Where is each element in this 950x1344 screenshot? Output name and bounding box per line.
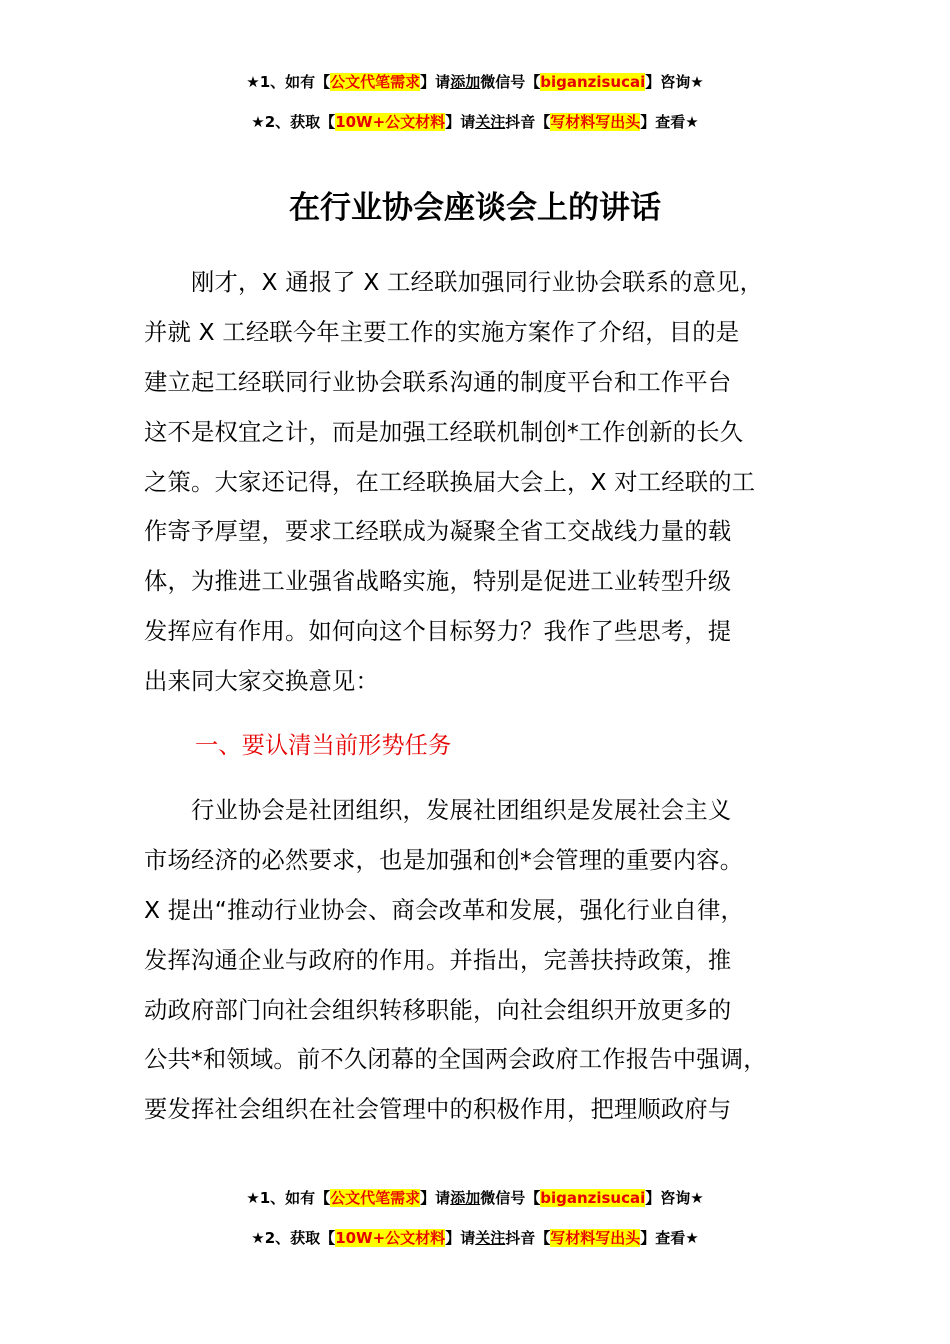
- promo-highlight-materials: 10W+公文材料: [335, 113, 446, 131]
- paragraph-line: 要发挥社会组织在社会管理中的积极作用，把理顺政府与: [144, 1096, 732, 1124]
- promo-highlight-wechat-id: biganzisucai: [540, 73, 646, 91]
- promo-text: 】请: [420, 1189, 451, 1207]
- paragraph-line: 市场经济的必然要求，也是加强和创*会管理的重要内容。: [144, 846, 744, 874]
- promo-highlight-douyin-id: 写材料写出头: [550, 1229, 641, 1247]
- promo-text: 】咨询★: [645, 73, 704, 91]
- paragraph-line: 这不是权宜之计，而是加强工经联机制创*工作创新的长久: [144, 418, 744, 446]
- promo-text: ★1、如有【: [246, 1189, 331, 1207]
- promo-text: 】查看★: [640, 113, 699, 131]
- paragraph-line: 并就 X 工经联今年主要工作的实施方案作了介绍，目的是: [144, 318, 740, 346]
- paragraph-line: 发挥应有作用。如何向这个目标努力？我作了些思考，提: [144, 618, 732, 646]
- promo-highlight-wechat-id: biganzisucai: [540, 1189, 646, 1207]
- promo-underlined-text: 关注: [475, 1229, 506, 1247]
- paragraph-line: 体，为推进工业强省战略实施，特别是促进工业转型升级: [144, 568, 732, 596]
- promo-highlight-service: 公文代笔需求: [330, 73, 421, 91]
- paragraph-line: 出来同大家交换意见：: [144, 668, 379, 696]
- promo-underlined-text: 关注: [475, 113, 506, 131]
- promo-highlight-materials: 10W+公文材料: [335, 1229, 446, 1247]
- paragraph-line: 行业协会是社团组织，发展社团组织是发展社会主义: [144, 797, 732, 824]
- paragraph-line: 刚才，X 通报了 X 工经联加强同行业协会联系的意见，: [144, 269, 764, 296]
- promo-text: 】咨询★: [645, 1189, 704, 1207]
- promo-text: 】请: [445, 1229, 476, 1247]
- promo-underlined-text: 添加: [450, 1189, 481, 1207]
- promo-underlined-text: 添加: [450, 73, 481, 91]
- section-heading-1: 一、要认清当前形势任务: [195, 732, 452, 759]
- footer-promo-line-1: [0, 1187, 950, 1209]
- paragraph-line: 作寄予厚望，要求工经联成为凝聚全省工交战线力量的载: [144, 518, 732, 546]
- promo-text: 】请: [445, 113, 476, 131]
- promo-text: 抖音【: [505, 1229, 551, 1247]
- promo-highlight-douyin-id: 写材料写出头: [550, 113, 641, 131]
- body-paragraph-2: [144, 786, 834, 1135]
- paragraph-line: 动政府部门向社会组织转移职能，向社会组织开放更多的: [144, 996, 732, 1024]
- paragraph-line: 之策。大家还记得，在工经联换届大会上，X 对工经联的工: [144, 468, 756, 496]
- body-paragraph-1: [144, 258, 834, 707]
- promo-text: 微信号【: [480, 1189, 541, 1207]
- footer-promo-line-2: [0, 1227, 950, 1249]
- header-promo-line-1: [0, 71, 950, 93]
- promo-text: ★1、如有【: [246, 73, 331, 91]
- promo-highlight-service: 公文代笔需求: [330, 1189, 421, 1207]
- paragraph-line: 发挥沟通企业与政府的作用。并指出，完善扶持政策，推: [144, 946, 732, 974]
- paragraph-line: X 提出“推动行业协会、商会改革和发展，强化行业自律，: [144, 896, 744, 924]
- document-title: 在行业协会座谈会上的讲话: [289, 190, 661, 226]
- paragraph-line: 公共*和领域。前不久闭幕的全国两会政府工作报告中强调，: [144, 1046, 767, 1074]
- paragraph-line: 建立起工经联同行业协会联系沟通的制度平台和工作平台: [144, 368, 732, 396]
- promo-text: 】查看★: [640, 1229, 699, 1247]
- promo-text: ★2、获取【: [251, 1229, 336, 1247]
- promo-text: 微信号【: [480, 73, 541, 91]
- promo-text: 】请: [420, 73, 451, 91]
- promo-text: ★2、获取【: [251, 113, 336, 131]
- header-promo-line-2: [0, 111, 950, 133]
- promo-text: 抖音【: [505, 113, 551, 131]
